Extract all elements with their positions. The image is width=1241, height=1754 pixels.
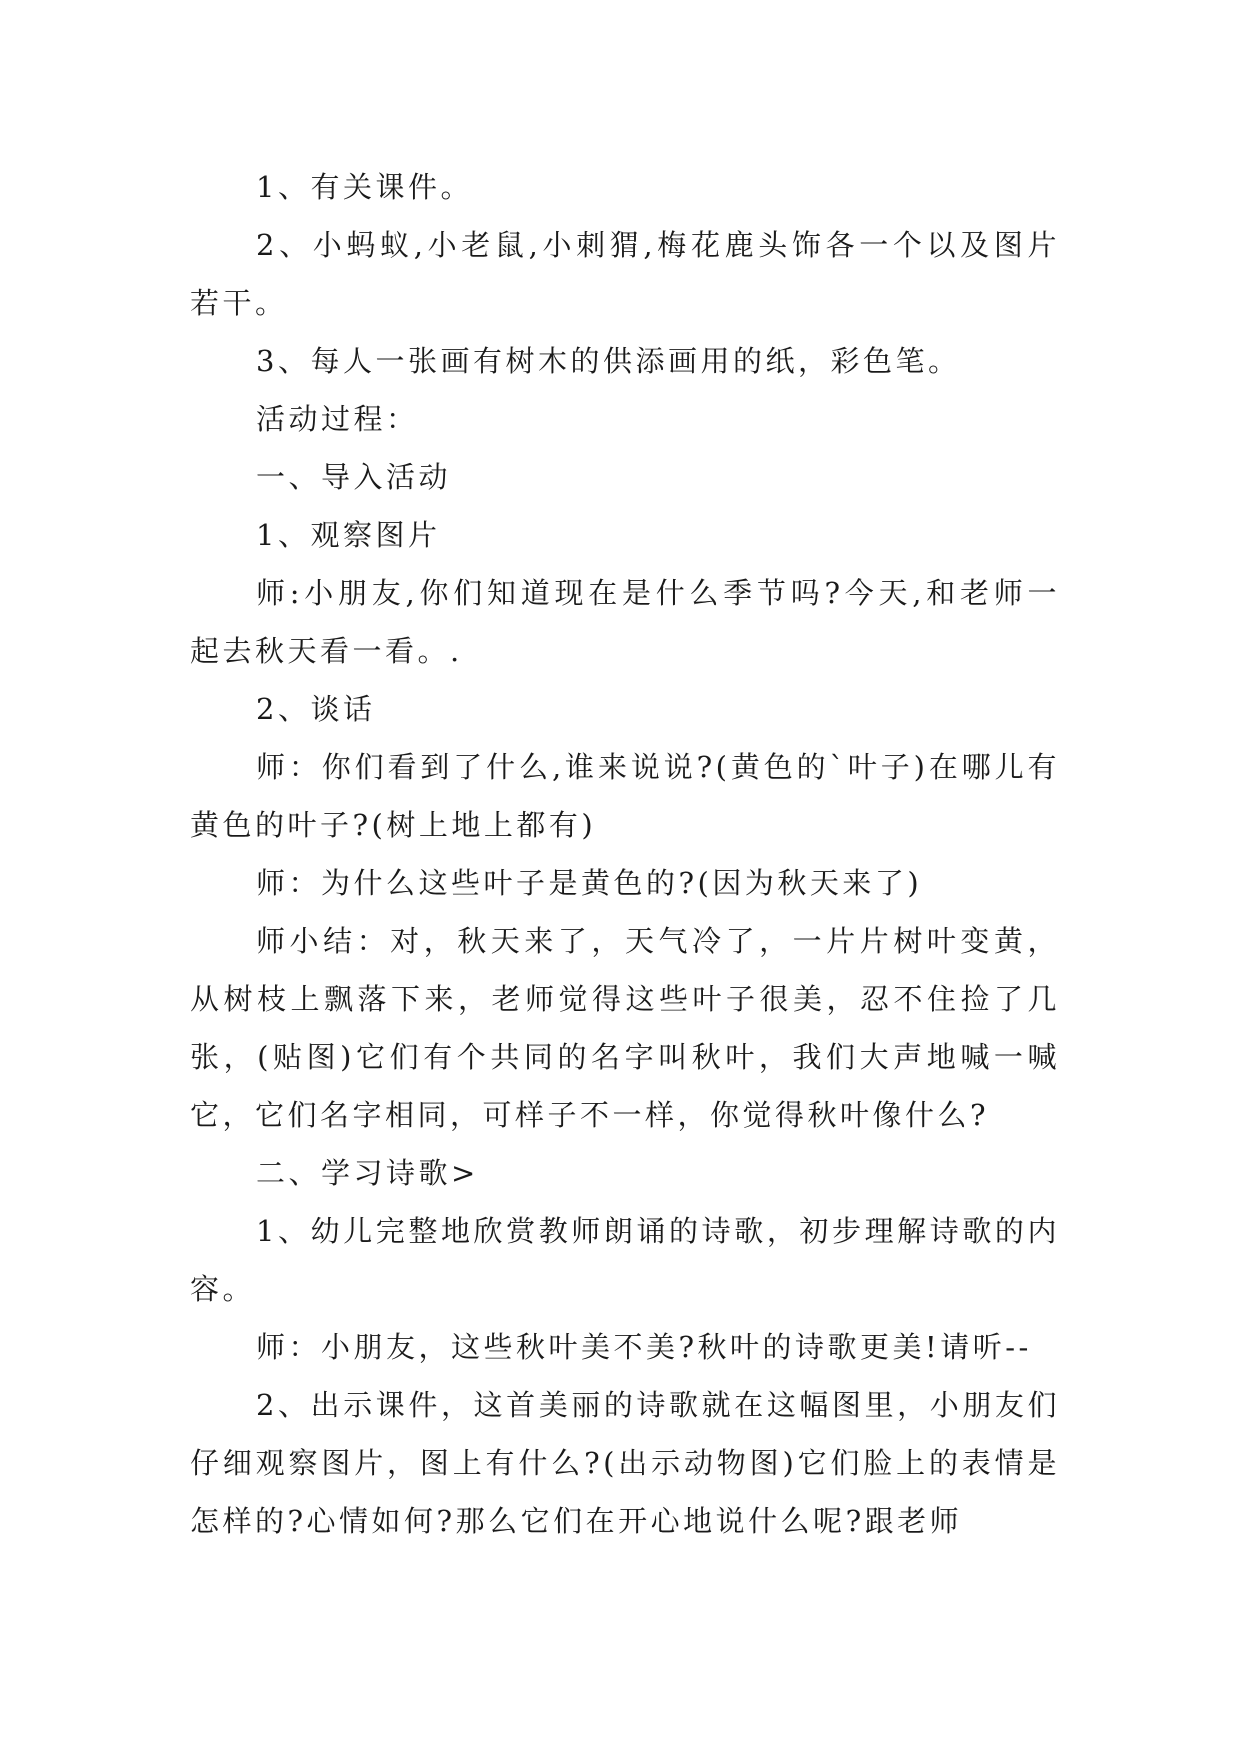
paragraph-materials-3: 3、每人一张画有树木的供添画用的纸，彩色笔。 [256,344,961,378]
step-observe-pictures: 1、观察图片 [256,518,441,552]
paragraph-teacher-listen: 师：小朋友，这些秋叶美不美?秋叶的诗歌更美!请听-- [256,1330,1032,1364]
document-body [190,158,1060,1550]
paragraph-materials-2: 2、小蚂蚁,小老鼠,小刺猬,梅花鹿头饰各一个以及图片若干。 [190,228,1060,320]
paragraph-teacher-question-season: 师:小朋友,你们知道现在是什么季节吗?今天,和老师一起去秋天看一看。. [190,576,1060,668]
section-heading-intro: 一、导入活动 [256,460,452,494]
step-appreciate-poem: 1、幼儿完整地欣赏教师朗诵的诗歌，初步理解诗歌的内容。 [190,1214,1060,1306]
paragraph-materials-1: 1、有关课件。 [256,170,473,204]
paragraph-teacher-question-why-yellow: 师：为什么这些叶子是黄色的?(因为秋天来了) [256,866,923,900]
paragraph-teacher-summary: 师小结：对，秋天来了，天气冷了，一片片树叶变黄，从树枝上飘落下来，老师觉得这些叶子很美，忍不住捡了几张，(贴图)它们有个共同的名字叫秋叶，我们大声地喊一喊它，它们名字相同，可样子不一样，你觉得秋叶像什么? [190,924,1060,1132]
section-heading-learn-poem: 二、学习诗歌> [256,1156,479,1190]
section-heading-activity-process: 活动过程： [256,402,419,436]
paragraph-teacher-question-yellow-leaves: 师：你们看到了什么,谁来说说?(黄色的`叶子)在哪儿有黄色的叶子?(树上地上都有) [190,750,1060,842]
step-conversation: 2、谈话 [256,692,376,726]
step-show-courseware: 2、出示课件，这首美丽的诗歌就在这幅图里，小朋友们仔细观察图片，图上有什么?(出示动物图)它们脸上的表情是怎样的?心情如何?那么它们在开心地说什么呢?跟老师 [190,1388,1060,1538]
